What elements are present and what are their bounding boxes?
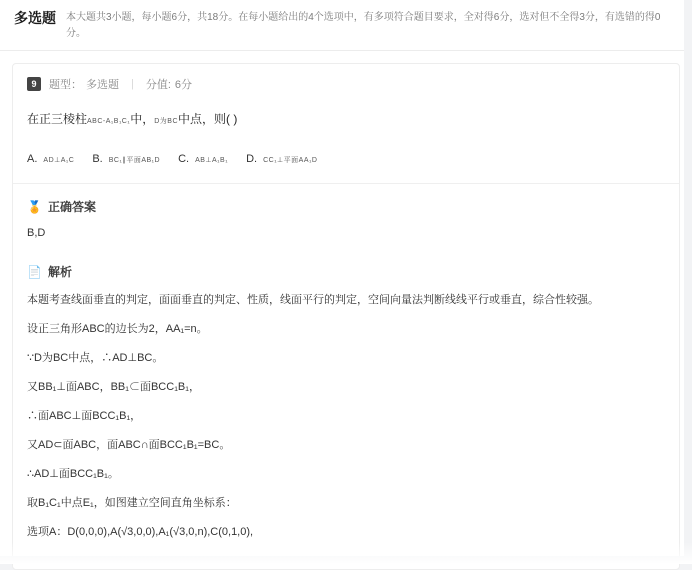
question-score-value: 6分: [174, 79, 193, 91]
section-description: 本大题共3小题，每小题6分，共18分。在每小题给出的4个选项中，有多项符合题目要求，全对得6分，选对但不全得3分，有选错的得0分。: [66, 12, 661, 39]
question-card: [12, 63, 680, 570]
medal-icon: 🏅: [27, 199, 42, 214]
analysis-title: 解析: [47, 265, 72, 279]
option-b-body: BC₁∥平面AB₁D: [108, 157, 161, 164]
option-c-body: AB⊥A₁B₁: [195, 157, 229, 164]
option-c-label: C.: [178, 153, 190, 165]
stem-middle: 中，: [130, 112, 155, 126]
question-meta: [13, 64, 679, 98]
option-c[interactable]: [178, 153, 228, 165]
answer-title: 正确答案: [47, 200, 96, 214]
option-b[interactable]: [92, 153, 160, 165]
analysis-heading: [27, 263, 665, 280]
answer-heading: [27, 198, 665, 215]
right-page-margin: [684, 0, 692, 564]
answer-value: B,D: [27, 227, 46, 239]
analysis-paragraph: 设正三角形ABC的边长为2，AA₁=n。: [27, 323, 208, 335]
option-d-body: CC₁⊥平面AA₁D: [263, 157, 318, 164]
question-type-value: 多选题: [86, 79, 119, 91]
page-title: 多选题: [14, 10, 56, 26]
option-d-label: D.: [246, 153, 258, 165]
analysis-paragraph: 本题考查线面垂直的判定，面面垂直的判定、性质，线面平行的判定，空间向量法判断线线平行或垂直，综合性较强。: [27, 294, 599, 306]
analysis-paragraph: ∴AD⊥面BCC₁B₁。: [27, 468, 119, 480]
analysis-body: [13, 292, 679, 569]
meta-divider: |: [131, 78, 134, 90]
analysis-paragraph: 又AD⊂面ABC，面ABC∩面BCC₁B₁=BC。: [27, 439, 231, 451]
section-header: [0, 0, 692, 51]
option-b-label: B.: [92, 153, 103, 165]
analysis-paragraph: 又BB₁⊥面ABC，BB₁⊂面BCC₁B₁，: [27, 381, 200, 393]
stem-prefix: 在正三棱柱: [27, 112, 88, 126]
analysis-section-heading: [13, 249, 679, 292]
stem-subscript-1: ABC-A₁B₁C₁: [87, 118, 131, 125]
analysis-paragraph: ∵D为BC中点，∴AD⊥BC。: [27, 352, 164, 364]
document-icon: 📄: [27, 264, 42, 279]
analysis-paragraph: ∴面ABC⊥面BCC₁B₁，: [27, 410, 142, 422]
options-list: [13, 137, 679, 183]
stem-suffix: 中点，则( ): [178, 112, 238, 126]
option-a-body: AD⊥A₁C: [43, 157, 75, 164]
option-a-label: A.: [27, 153, 38, 165]
question-number-badge: 9: [27, 77, 41, 91]
option-d[interactable]: [246, 153, 317, 165]
stem-subscript-2: D为BC: [154, 118, 179, 125]
analysis-paragraph: 取B₁C₁中点E₁，如图建立空间直角坐标系：: [27, 497, 237, 509]
question-type-label: 题型：: [49, 79, 82, 91]
answer-section: [13, 184, 679, 227]
content-area: [0, 63, 692, 570]
bottom-page-margin: [0, 556, 692, 564]
question-stem: [13, 98, 679, 137]
question-score-label: 分值:: [145, 79, 171, 91]
analysis-paragraph: 选项A：D(0,0,0),A(√3,0,0),A₁(√3,0,n),C(0,1,0),: [27, 526, 254, 538]
option-a[interactable]: [27, 153, 74, 165]
